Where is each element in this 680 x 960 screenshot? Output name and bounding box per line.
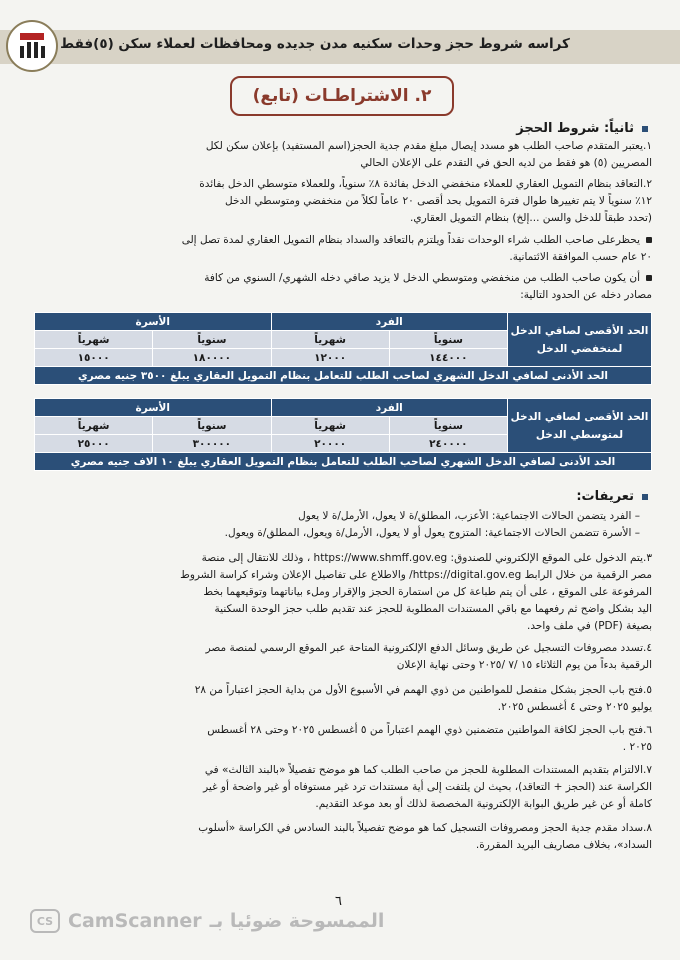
col-yearly: سنوياً (389, 331, 507, 349)
table-footer-note: الحد الأدنى لصافي الدخل الشهري لصاحب الطلب للتعامل بنظام التمويل العقاري يبلغ ٣٥٠٠ جنيه مصري (35, 367, 652, 385)
numbered-item-5: ٥.فتح باب الحجز بشكل منفصل للمواطنين من ذوي الهمم في الأسبوع الأول من بداية الحجز اعتباراً من ٢٨ يوليو ٢٠٢٥ وحتى ٤ أغسطس ٢٠٢٥. (194, 684, 652, 713)
condition-1: ١.يعتبر المتقدم صاحب الطلب هو مسدد إيصال مبلغ مقدم جدية الحجز(اسم المستفيد) بإعلان سكن لكل المصريين (٥) هو فقط من لديه الحق في التقدم على الإعلان الحالي (205, 140, 652, 169)
scanner-label: الممسوحة ضوئيا بـ (209, 910, 385, 932)
numbered-item-8: ٨.سداد مقدم جدية الحجز ومصروفات التسجيل كما هو موضح تفصيلاً بالبند السادس في الكراسة «أسلوب السداد»، بخلاف مصاريف البريد المقررة. (198, 822, 652, 851)
bullet-icon (646, 237, 652, 243)
definitions-heading-text: تعريفات: (576, 489, 634, 504)
condition-3: يحظرعلى صاحب الطلب شراء الوحدات نقداً ويلتزم بالتعاقد والسداد بنظام التمويل العقاري لمدة تصل إلى ٢٠ عام حسب الموافقة الائتمانية. (181, 234, 652, 263)
bullet-icon (646, 275, 652, 281)
col-yearly: سنوياً (153, 331, 271, 349)
group-family: الأسرة (35, 399, 272, 417)
condition-4: أن يكون صاحب الطلب من منخفضي ومتوسطي الدخل لا يزيد صافي دخله الشهري/ السنوي من كافة مصادر دخله عن الحدود التالية: (204, 272, 652, 301)
group-individual: الفرد (271, 399, 508, 417)
document-header-title: كراسه شروط حجز وحدات سكنيه مدن جديده ومحافظات لعملاء سكن (٥)فقط (60, 36, 570, 52)
numbered-item-3: ٣.يتم الدخول على الموقع الإلكتروني للصندوق: https://www.shmff.gov.eg ، وذلك للانتقال إلى منصة مصر الرقمية من خلال الرابط https://digital.gov.eg/ والاطلاع على تفاصيل الإعلان وشراء كراسة الشروط المرفوعة على الموقع ، على أن يتم طباعة كل من استمارة الحجز والإقرار وملء بياناتهما وتوقيعهما بخط اليد بشكل واضح ثم رفعهما مع باقي المستندات المطلوبة للحجز عند تقديم طلب حجز الوحدة السكنية بصيغة (PDF) في ملف واحد. (180, 552, 652, 632)
definitions-heading (576, 489, 648, 504)
scanner-watermark (30, 906, 384, 936)
definition-item: – الأسرة تتضمن الحالات الاجتماعية: المتزوج يعول أو لا يعول، الأرمل/ة ويعول، المطلق/ة ويعول. (224, 527, 640, 539)
numbered-item-4: ٤.تسدد مصروفات التسجيل عن طريق وسائل الدفع الإلكترونية المتاحة عبر الموقع الرسمي لمنصة مصر الرقمية بدءاً من يوم الثلاثاء ١٥ /٧ /٢٠٢٥ وحتى نهاية الإعلان (205, 642, 652, 671)
definitions-list (60, 508, 640, 542)
col-monthly: شهرياً (271, 417, 389, 435)
group-individual: الفرد (271, 313, 508, 331)
table-cell: ١٤٤٠٠٠ (389, 349, 507, 367)
income-table-low (34, 312, 652, 385)
page-number: ٦ (335, 894, 342, 909)
table-cell: ٢٠٠٠٠ (271, 435, 389, 453)
table-cell: ٢٤٠٠٠٠ (389, 435, 507, 453)
table-cell: ٣٠٠٠٠٠ (153, 435, 271, 453)
table-cell: ٢٥٠٠٠ (35, 435, 153, 453)
conditions-heading-text: ثانياً: شروط الحجز (516, 121, 634, 136)
section-title: ٢. الاشتراطـات (تابع) (230, 76, 454, 116)
camscanner-logo-icon: CS (30, 909, 60, 933)
scanner-brand: CamScanner (68, 910, 202, 932)
col-monthly: شهرياً (35, 417, 153, 435)
table-cell: ١٨٠٠٠٠ (153, 349, 271, 367)
square-bullet-icon (642, 126, 648, 132)
conditions-heading (516, 121, 648, 136)
ministry-logo (6, 20, 58, 72)
numbered-item-6: ٦.فتح باب الحجز لكافة المواطنين متضمنين ذوي الهمم اعتباراً من ٥ أغسطس ٢٠٢٥ وحتى ٢٨ أغسطس ٢٠٢٥ . (207, 724, 652, 753)
definition-item: – الفرد يتضمن الحالات الاجتماعية: الأعزب، المطلق/ة لا يعول، الأرمل/ة لا يعول (298, 510, 640, 522)
numbered-item-7: ٧.الالتزام بتقديم المستندات المطلوبة للحجز من صاحب الطلب كما هو موضح تفصيلاً «بالبند الثالث» في الكراسة عند (الحجز + التعاقد)، بحيث لن يلتفت إلى أية مستندات ترد غير مستوفاه أو غير واضحة أو غير كاملة أو عن غير طريق البوابة الإلكترونية المخصصة لذلك أو بعد موعد التقديم. (203, 764, 652, 810)
income-table-mid (34, 398, 652, 471)
col-yearly: سنوياً (153, 417, 271, 435)
table-side-label: الحد الأقصى لصافي الدخل لمتوسطي الدخل (508, 399, 652, 453)
col-monthly: شهرياً (271, 331, 389, 349)
col-yearly: سنوياً (389, 417, 507, 435)
group-family: الأسرة (35, 313, 272, 331)
table-side-label: الحد الأقصى لصافي الدخل لمنخفضي الدخل (508, 313, 652, 367)
table-cell: ١٥٠٠٠ (35, 349, 153, 367)
table-footer-note: الحد الأدنى لصافي الدخل الشهري لصاحب الطلب للتعامل بنظام التمويل العقاري يبلغ ١٠ الاف جنيه مصري (35, 453, 652, 471)
square-bullet-icon (642, 494, 648, 500)
condition-2: ٢.التعاقد بنظام التمويل العقاري للعملاء منخفضي الدخل بفائدة ٨٪ سنوياً، وللعملاء متوسطي الدخل بفائدة ١٢٪ سنوياً لا يتم تغييرها طوال فترة التمويل بحد أقصى ٢٠ عاماً لكلاً من منخفضي ومتوسطي الدخل (تحدد طبقاً للدخل والسن ...إلخ) بنظام التمويل العقاري. (199, 178, 652, 224)
col-monthly: شهرياً (35, 331, 153, 349)
table-cell: ١٢٠٠٠ (271, 349, 389, 367)
